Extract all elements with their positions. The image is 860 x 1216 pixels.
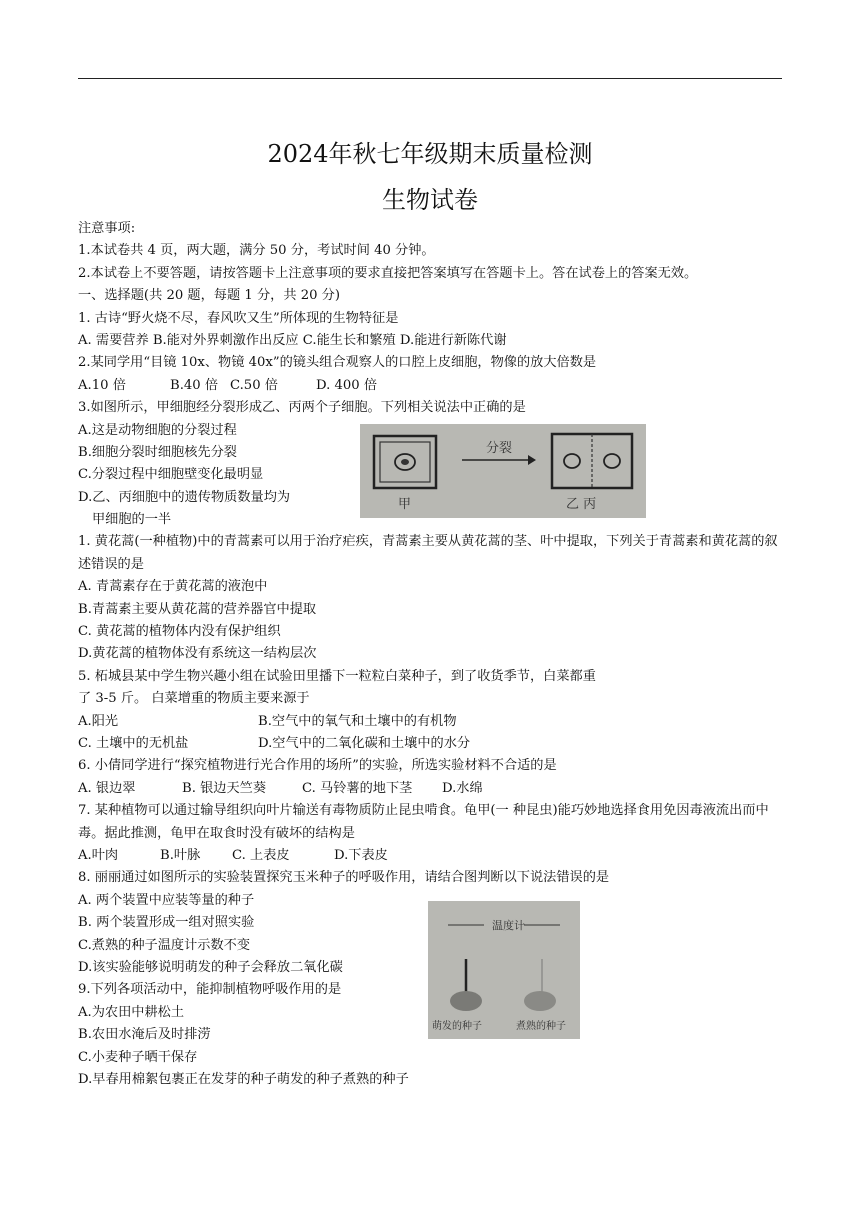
option-a: A.这是动物细胞的分裂过程 — [78, 422, 237, 438]
question-stem: 8. 丽丽通过如图所示的实验装置探究玉米种子的呼吸作用，请结合图判断以下说法错误的是 — [78, 870, 610, 886]
option-d: D.空气中的二氧化碳和土壤中的水分 — [258, 736, 471, 752]
question-stem: 6. 小倩同学进行“探究植物进行光合作用的场所”的实验，所选实验材料不合适的是 — [78, 758, 557, 774]
question-stem: 1. 黄花蒿(一种植物)中的青蒿素可以用于治疗疟疾，青蒿素主要从黄花蒿的茎、叶中提取，下列关于青蒿素和黄花蒿的叙述错误的是 — [78, 534, 778, 572]
question-stem: 7. 某种植物可以通过输导组织向叶片输送有毒物质防止昆虫啃食。龟甲(一 种昆虫)能巧妙地选择食用免因毒液流出而中毒。据此推测，龟甲在取食时没有破坏的结构是 — [78, 803, 769, 841]
option-b: B.青蒿素主要从黄花蒿的营养器官中提取 — [78, 601, 317, 617]
option-c: C. 上表皮 — [232, 848, 290, 863]
option-c: C.煮熟的种子温度计示数不变 — [78, 937, 251, 953]
right-caption: 煮熟的种子 — [516, 1021, 566, 1032]
option-c: C.50 倍 — [230, 377, 278, 393]
question-options — [78, 711, 786, 733]
option-d-continued: 甲细胞的一半 — [92, 512, 172, 528]
exam-subtitle: 生物试卷 — [382, 186, 478, 214]
option-a: A. 青蒿素存在于黄花蒿的液泡中 — [78, 579, 268, 595]
option-b: B. 两个装置形成一组对照实验 — [78, 915, 255, 931]
question-stem-continued: 了 3-5 斤。 白菜增重的物质主要来源于 — [78, 691, 310, 707]
boiled-seeds — [524, 991, 556, 1011]
option-c: C. 土壤中的无机盐 — [78, 736, 189, 752]
option-a: A.叶肉 — [78, 848, 119, 863]
question-stem: 1. 古诗“野火烧不尽，春风吹又生”所体现的生物特征是 — [78, 310, 399, 326]
thermometer-label: 温度计 — [492, 919, 525, 932]
exam-title: 2024年秋七年级期末质量检测 — [267, 140, 593, 168]
question-options — [78, 778, 786, 800]
option-d: D.该实验能够说明萌发的种子会释放二氧化碳 — [78, 959, 343, 975]
option-d: D.下表皮 — [334, 848, 388, 863]
option-d: D. 400 倍 — [316, 377, 378, 393]
question-options — [78, 375, 786, 397]
option-a: A.阳光 — [78, 713, 119, 729]
notice-heading: 注意事项: — [78, 221, 136, 236]
notice-item: 2.本试卷上不要答题，请按答题卡上注意事项的要求直接把答案填写在答题卡上。答在试卷上的答案无效。 — [78, 265, 698, 281]
germinating-seeds — [450, 991, 482, 1011]
option-c: C. 马铃薯的地下茎 — [302, 780, 413, 796]
respiration-figure — [428, 901, 580, 1039]
option-b: B.叶脉 — [160, 848, 201, 863]
option-a: A. 两个装置中应装等量的种子 — [78, 892, 255, 908]
cell-division-diagram — [360, 424, 646, 518]
option-c: C.分裂过程中细胞壁变化最明显 — [78, 467, 264, 483]
question-stem: 5. 柘城县某中学生物兴趣小组在试验田里播下一粒粒白菜种子，到了收货季节，白菜都重 — [78, 668, 596, 684]
header-rule — [78, 78, 782, 79]
option-d: D.水绵 — [442, 780, 483, 796]
option-b: B. 银边天竺葵 — [182, 780, 267, 796]
question-options — [78, 733, 786, 755]
option-d: D.乙、丙细胞中的遗传物质数量均为 — [78, 489, 291, 505]
left-caption: 萌发的种子 — [432, 1021, 482, 1032]
parent-nucleolus — [401, 459, 409, 465]
label-yi-bing: 乙 丙 — [566, 497, 597, 512]
option-c: C.小麦种子晒干保存 — [78, 1049, 198, 1065]
daughter-nucleus-right — [604, 454, 620, 468]
arrow-label: 分裂 — [486, 441, 513, 456]
question-options — [78, 845, 786, 867]
option-d: D.黄花蒿的植物体没有系统这一结构层次 — [78, 646, 317, 662]
option-b: B.细胞分裂时细胞核先分裂 — [78, 444, 237, 460]
option-a: A.10 倍 — [78, 377, 126, 393]
question-stem: 3.如图所示，甲细胞经分裂形成乙、丙两个子细胞。下列相关说法中正确的是 — [78, 400, 526, 416]
notice-item: 1.本试卷共 4 页，两大题，满分 50 分，考试时间 40 分钟。 — [78, 243, 435, 259]
option-b: B.40 倍 — [170, 377, 219, 393]
cell-division-figure — [360, 424, 646, 518]
respiration-diagram — [428, 901, 580, 1039]
question-stem: 9.下列各项活动中，能抑制植物呼吸作用的是 — [78, 982, 342, 998]
arrow-head-icon — [528, 455, 536, 465]
question-options: A. 需要营养 B.能对外界刺激作出反应 C.能生长和繁殖 D.能进行新陈代谢 — [78, 332, 507, 348]
daughter-nucleus-left — [564, 454, 580, 468]
label-jia: 甲 — [398, 497, 412, 512]
section-heading: 一、选择题(共 20 题，每题 1 分，共 20 分) — [78, 288, 341, 304]
option-d: D.早春用棉絮包裹正在发芽的种子萌发的种子煮熟的种子 — [78, 1071, 409, 1087]
question-stem: 2.某同学用“目镜 10x、物镜 40x”的镜头组合观察人的口腔上皮细胞，物像的放大倍数是 — [78, 355, 597, 371]
option-b: B.农田水淹后及时排涝 — [78, 1027, 211, 1043]
option-a: A. 银边翠 — [78, 780, 136, 796]
option-b: B.空气中的氧气和土壤中的有机物 — [258, 713, 457, 729]
option-a: A.为农田中耕松土 — [78, 1004, 185, 1020]
option-c: C. 黄花蒿的植物体内没有保护组织 — [78, 624, 281, 640]
